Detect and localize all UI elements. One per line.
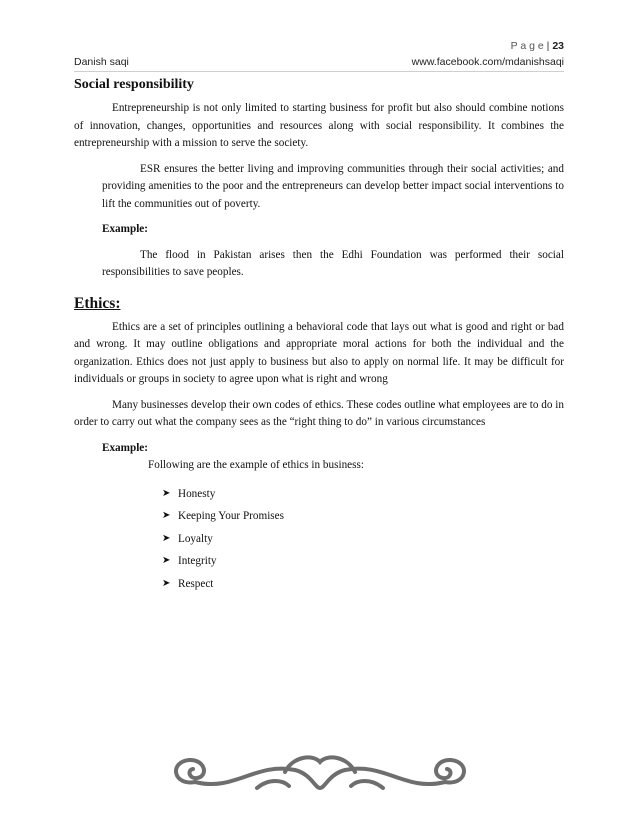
arrow-bullet-icon: ➤ bbox=[162, 510, 171, 521]
ethics-heading: Ethics: bbox=[74, 294, 121, 312]
header-website: www.facebook.com/mdanishsaqi bbox=[411, 56, 564, 68]
page-content bbox=[74, 76, 564, 595]
arrow-bullet-icon: ➤ bbox=[162, 577, 171, 589]
page-number bbox=[511, 40, 564, 52]
ethics-example-label: Example: bbox=[102, 441, 148, 454]
list-item: ➤ Honesty bbox=[162, 483, 564, 506]
page-separator: | bbox=[546, 40, 550, 52]
ethics-paragraph-2: Many businesses develop their own codes of ethics. These codes outline what employees are to do in order to carry out what the company sees as the “right thing to do” in various circumstances bbox=[74, 398, 564, 428]
social-responsibility-heading: Social responsibility bbox=[74, 77, 194, 92]
social-paragraph-1: Entrepreneurship is not only limited to starting business for profit but also should combine notions of innovation, changes, opportunities and resources along with social responsibility. It combines the entrepreneurship with a mission to serve the society. bbox=[74, 102, 564, 149]
arrow-bullet-icon: ➤ bbox=[162, 487, 171, 499]
scroll-ornament-icon bbox=[165, 748, 475, 800]
ethics-paragraph-1: Ethics are a set of principles outlining a behavioral code that lays out what is good and right or bad and wrong. It may outline obligations and appropriate moral actions for both the individual and the organization. Ethics does not just apply to business but also to apply on normal life. It may be difficult for individuals or groups in society to agree upon what is right and wrong bbox=[74, 320, 564, 385]
list-item: ➤ Keeping Your Promises bbox=[162, 505, 564, 528]
list-item: ➤ Integrity bbox=[162, 550, 564, 573]
page-number-value: 23 bbox=[552, 40, 564, 52]
ethics-example-intro: Following are the example of ethics in business: bbox=[148, 459, 364, 471]
header-author: Danish saqi bbox=[74, 56, 129, 68]
list-item: ➤ Respect bbox=[162, 573, 564, 596]
running-header bbox=[74, 56, 564, 72]
social-example-label: Example: bbox=[102, 223, 148, 235]
social-paragraph-2: ESR ensures the better living and improving communities through their social activities; and providing amenities to the poor and the entrepreneurs can develop better impact social interventions to lift the communities out of poverty. bbox=[102, 162, 564, 210]
list-item: ➤ Loyalty bbox=[162, 528, 564, 551]
arrow-bullet-icon: ➤ bbox=[162, 532, 171, 544]
social-example-text: The flood in Pakistan arises then the Edhi Foundation was performed their social responsibilities to save peoples. bbox=[102, 248, 564, 278]
ethics-list bbox=[162, 483, 564, 596]
arrow-bullet-icon: ➤ bbox=[162, 555, 171, 566]
page-label: P a g e bbox=[510, 40, 544, 52]
